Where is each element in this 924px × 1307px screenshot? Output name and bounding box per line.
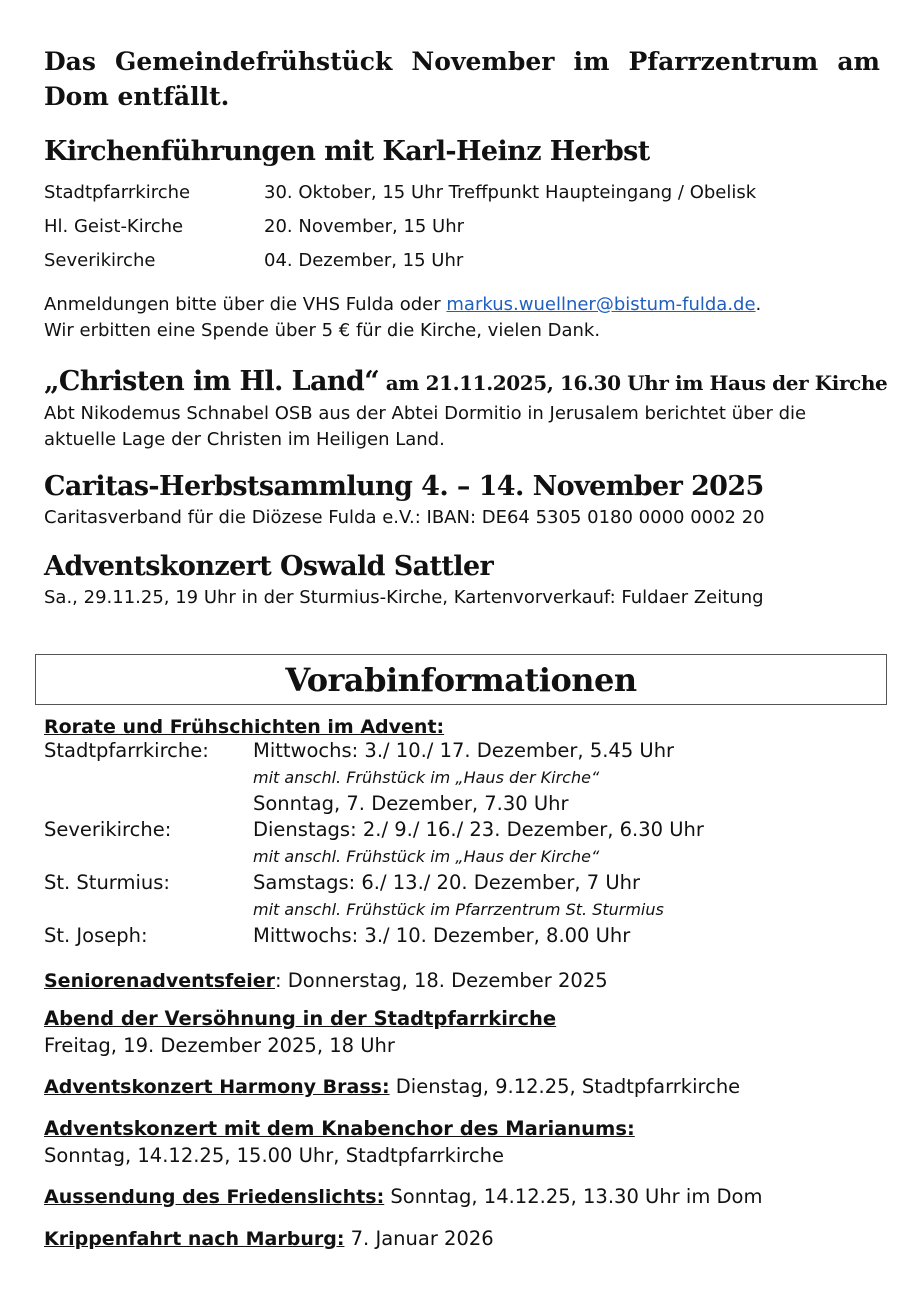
email-link[interactable]: markus.wuellner@bistum-fulda.de — [446, 294, 756, 315]
concert-section — [44, 549, 880, 611]
tour-place: Severikirche — [44, 250, 156, 271]
tour-date: 20. November, 15 Uhr — [264, 216, 465, 237]
senioren-text: : Donnerstag, 18. Dezember 2025 — [274, 969, 608, 992]
holyland-section — [44, 364, 888, 453]
tour-place: Stadtpfarrkirche — [44, 182, 191, 203]
registration-text — [44, 292, 880, 318]
tour-row — [44, 244, 880, 278]
schedule-time: Sonntag, 7. Dezember, 7.30 Uhr — [253, 792, 569, 815]
rorate-heading: Rorate und Frühschichten im Advent: — [44, 716, 445, 738]
breakfast-notice: Das Gemeindefrühstück November im Pfarrzentrum am Dom entfällt. — [44, 47, 880, 111]
versoehnung-text: Freitag, 19. Dezember 2025, 18 Uhr — [44, 1034, 395, 1057]
schedule-time: Mittwochs: 3./ 10. Dezember, 8.00 Uhr — [253, 924, 631, 947]
harmony-item — [44, 1073, 884, 1101]
friedenslicht-text: Sonntag, 14.12.25, 13.30 Uhr im Dom — [384, 1185, 763, 1208]
schedule-row — [44, 738, 884, 764]
registration-suffix: . — [755, 294, 762, 315]
krippen-label: Krippenfahrt nach Marburg: — [44, 1228, 345, 1250]
tour-row — [44, 176, 880, 210]
tours-table — [44, 176, 880, 278]
friedenslicht-label: Aussendung des Friedenslichts: — [44, 1186, 385, 1208]
friedenslicht-item — [44, 1183, 884, 1211]
schedule-time: Dienstags: 2./ 9./ 16./ 23. Dezember, 6.30 Uhr — [253, 818, 704, 841]
holyland-date: am 21.11.2025, 16.30 Uhr im Haus der Kirche — [379, 371, 888, 395]
krippen-text: 7. Januar 2026 — [344, 1227, 494, 1250]
schedule-row — [44, 870, 884, 896]
knabenchor-label: Adventskonzert mit dem Knabenchor des Marianums: — [44, 1117, 635, 1140]
harmony-text: Dienstag, 9.12.25, Stadtpfarrkirche — [389, 1075, 741, 1098]
tours-heading: Kirchenführungen mit Karl-Heinz Herbst — [44, 136, 650, 167]
schedule-row — [44, 923, 884, 949]
knabenchor-text: Sonntag, 14.12.25, 15.00 Uhr, Stadtpfarrkirche — [44, 1144, 504, 1167]
versoehnung-item — [44, 1005, 884, 1059]
schedule-note: mit anschl. Frühstück im Pfarrzentrum St. Sturmius — [253, 900, 664, 919]
caritas-heading: Caritas-Herbstsammlung 4. – 14. November 2025 — [44, 471, 764, 502]
holyland-heading — [44, 364, 888, 401]
vorab-title: Vorabinformationen — [285, 660, 637, 699]
schedule-time: Samstags: 6./ 13./ 20. Dezember, 7 Uhr — [253, 871, 641, 894]
schedule-location: Stadtpfarrkirche: — [44, 739, 209, 762]
schedule-location: St. Joseph: — [44, 924, 148, 947]
versoehnung-label: Abend der Versöhnung in der Stadtpfarrkirche — [44, 1007, 557, 1030]
tours-section — [44, 134, 880, 344]
schedule-time: Mittwochs: 3./ 10./ 17. Dezember, 5.45 Uhr — [253, 739, 675, 762]
senioren-label: Seniorenadventsfeier — [44, 970, 275, 992]
senioren-item — [44, 967, 884, 995]
schedule-row — [44, 791, 884, 817]
caritas-text: Caritasverband für die Diözese Fulda e.V.: IBAN: DE64 5305 0180 0000 0002 20 — [44, 507, 765, 528]
vorab-content — [44, 716, 884, 1253]
upper-content — [44, 44, 888, 611]
donation-text: Wir erbitten eine Spende über 5 € für die Kirche, vielen Dank. — [44, 320, 601, 341]
schedule-note: mit anschl. Frühstück im „Haus der Kirche“ — [253, 768, 600, 787]
tour-date: 30. Oktober, 15 Uhr Treffpunkt Haupteingang / Obelisk — [264, 182, 757, 203]
schedule-row — [44, 817, 884, 843]
tour-place: Hl. Geist-Kirche — [44, 216, 184, 237]
vorab-title-box — [35, 654, 887, 705]
krippen-item — [44, 1225, 884, 1253]
concert-heading: Adventskonzert Oswald Sattler — [44, 551, 494, 582]
tour-row — [44, 210, 880, 244]
concert-text: Sa., 29.11.25, 19 Uhr in der Sturmius-Kirche, Kartenvorverkauf: Fuldaer Zeitung — [44, 587, 764, 608]
harmony-label: Adventskonzert Harmony Brass: — [44, 1076, 390, 1098]
knabenchor-item — [44, 1115, 884, 1169]
schedule-location: St. Sturmius: — [44, 871, 170, 894]
schedule-location: Severikirche: — [44, 818, 172, 841]
tour-date: 04. Dezember, 15 Uhr — [264, 250, 464, 271]
caritas-section — [44, 469, 880, 531]
schedule-note: mit anschl. Frühstück im „Haus der Kirche“ — [253, 847, 600, 866]
holyland-text: Abt Nikodemus Schnabel OSB aus der Abtei Dormitio in Jerusalem berichtet über die aktuelle Lage der Christen im Heiligen Land. — [44, 403, 807, 450]
registration-prefix: Anmeldungen bitte über die VHS Fulda oder — [44, 294, 447, 315]
holyland-title: „Christen im Hl. Land“ — [44, 366, 380, 397]
